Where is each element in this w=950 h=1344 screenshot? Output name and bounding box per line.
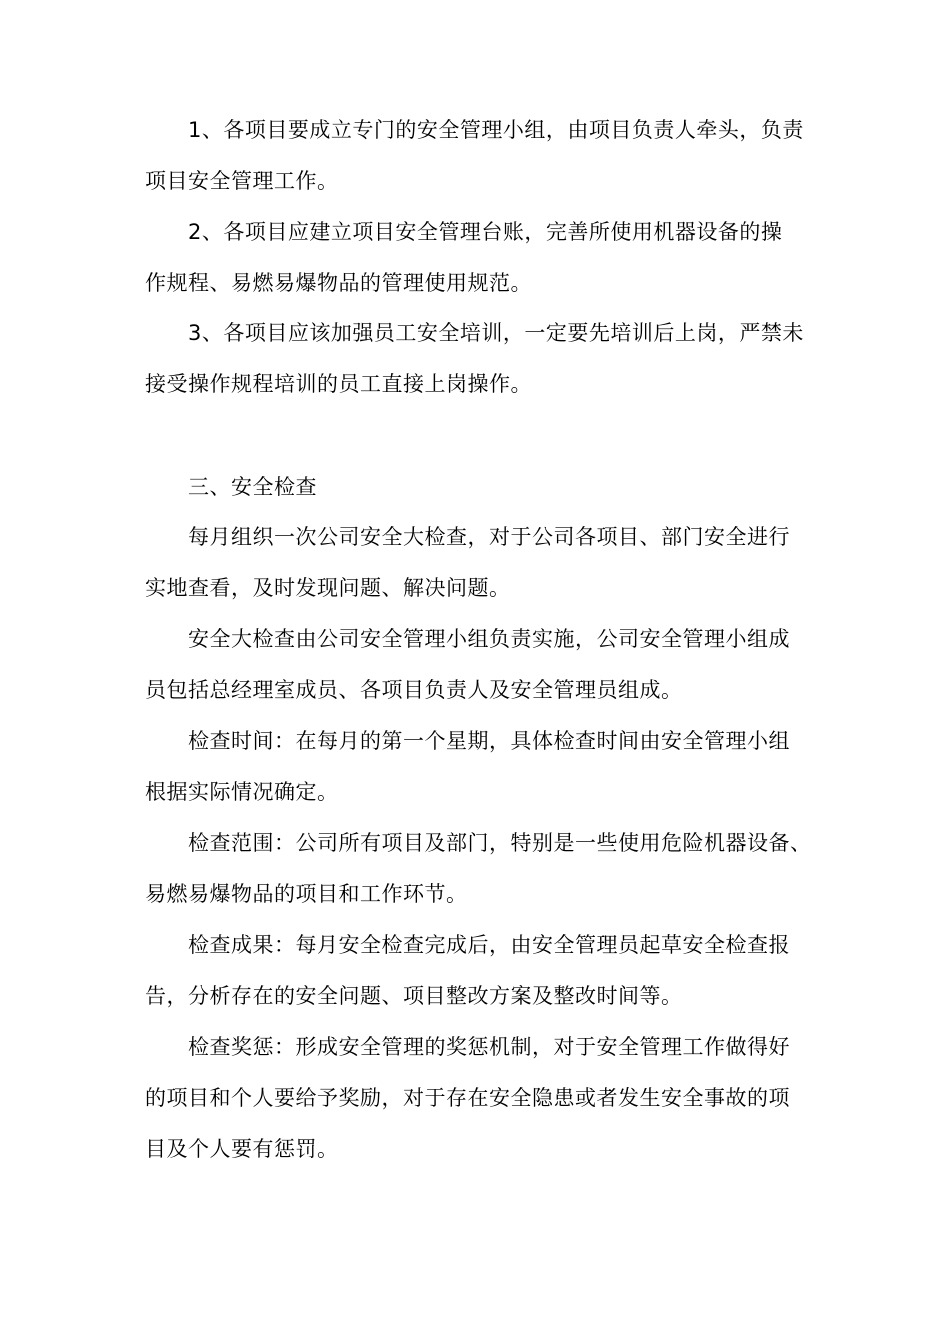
paragraph-8-line-2: 易燃易爆物品的项目和工作环节。 — [145, 882, 468, 906]
paragraph-9-line-2: 告，分析存在的安全问题、项目整改方案及整改时间等。 — [145, 984, 683, 1008]
paragraph-1-line-2: 项目安全管理工作。 — [145, 169, 339, 193]
paragraph-3-line-1: 3、各项目应该加强员工安全培训，一定要先培训后上岗，严禁未 — [188, 321, 804, 345]
paragraph-10-line-2: 的项目和个人要给予奖励，对于存在安全隐患或者发生安全事故的项 — [145, 1086, 790, 1110]
paragraph-5-line-1: 每月组织一次公司安全大检查，对于公司各项目、部门安全进行 — [188, 525, 790, 549]
paragraph-10-line-3: 目及个人要有惩罚。 — [145, 1137, 339, 1161]
paragraph-1-line-1: 1、各项目要成立专门的安全管理小组，由项目负责人牵头，负责 — [188, 118, 804, 142]
paragraph-8-line-1: 检查范围：公司所有项目及部门，特别是一些使用危险机器设备、 — [188, 831, 812, 855]
paragraph-2-line-1: 2、各项目应建立项目安全管理台账，完善所使用机器设备的操 — [188, 220, 783, 244]
section-heading-safety-inspection: 三、安全检查 — [188, 475, 317, 499]
paragraph-6-line-1: 安全大检查由公司安全管理小组负责实施，公司安全管理小组成 — [188, 627, 790, 651]
paragraph-6-line-2: 员包括总经理室成员、各项目负责人及安全管理员组成。 — [145, 678, 683, 702]
paragraph-2-line-2: 作规程、易燃易爆物品的管理使用规范。 — [145, 271, 532, 295]
paragraph-9-line-1: 检查成果：每月安全检查完成后，由安全管理员起草安全检查报 — [188, 933, 790, 957]
paragraph-10-line-1: 检查奖惩：形成安全管理的奖惩机制，对于安全管理工作做得好 — [188, 1035, 790, 1059]
paragraph-7-line-2: 根据实际情况确定。 — [145, 780, 339, 804]
paragraph-3-line-2: 接受操作规程培训的员工直接上岗操作。 — [145, 372, 532, 396]
paragraph-5-line-2: 实地查看，及时发现问题、解决问题。 — [145, 576, 511, 600]
paragraph-7-line-1: 检查时间：在每月的第一个星期，具体检查时间由安全管理小组 — [188, 729, 790, 753]
